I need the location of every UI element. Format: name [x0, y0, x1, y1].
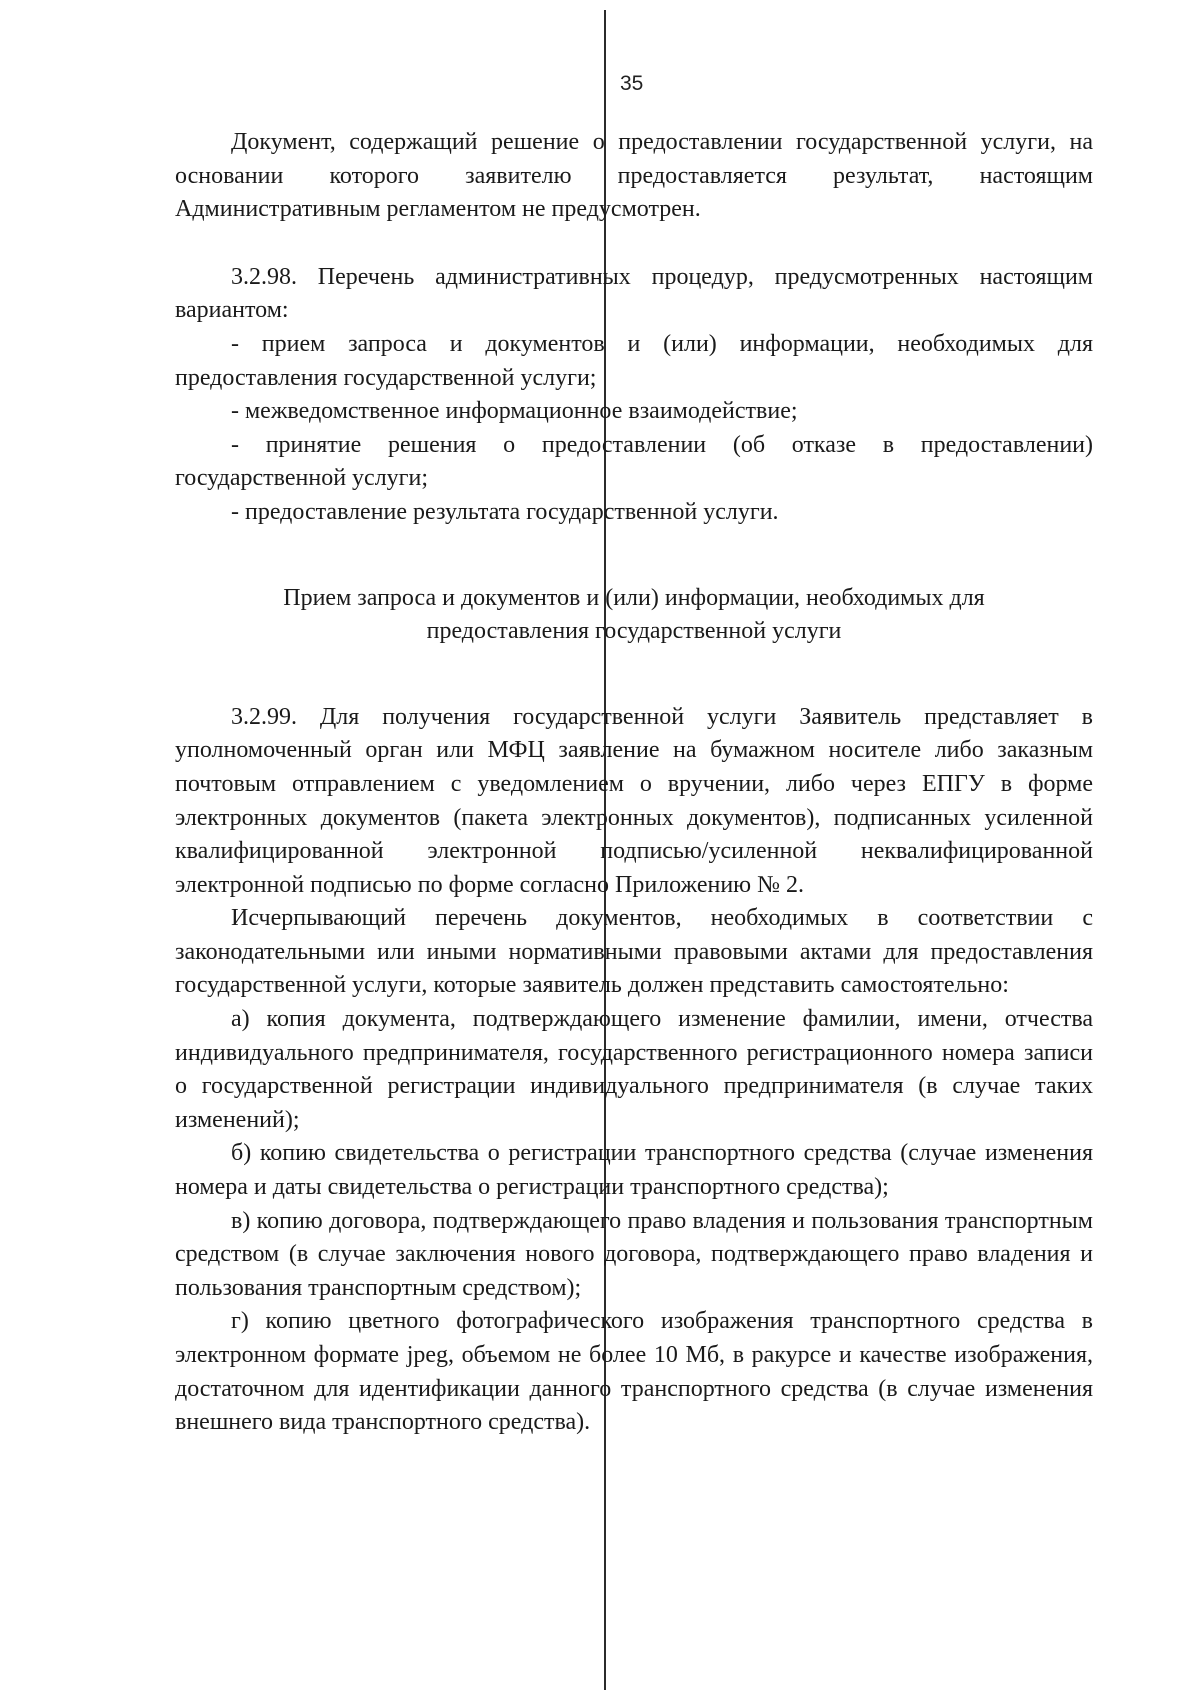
paragraph-3-2-98: 3.2.98. Перечень административных процедур, предусмотренных настоящим вариантом:	[175, 263, 1093, 324]
list-item-procedure-4: - предоставление результата государственной услуги.	[231, 498, 779, 525]
paragraph-decision-document: Документ, содержащий решение о предоставлении государственной услуги, на основании которого заявителю предоставляется результат, настоящим Административным регламентом не предусмотрен.	[175, 129, 1093, 223]
list-item-procedure-2: - межведомственное информационное взаимодействие;	[231, 398, 798, 425]
list-item-a: а) копия документа, подтверждающего изменение фамилии, имени, отчества индивидуального предпринимателя, государственного регистрационного номера записи о государственной регистрации индивидуального предпринимателя (в случае таких изменений);	[175, 1006, 1093, 1133]
list-item-b: б) копию свидетельства о регистрации транспортного средства (случае изменения номера и даты свидетельства о регистрации транспортного средства);	[175, 1140, 1093, 1201]
list-item-procedure-1: - прием запроса и документов и (или) информации, необходимых для предоставления государственной услуги;	[175, 330, 1093, 391]
paragraph-documents-list-intro: Исчерпывающий перечень документов, необходимых в соответствии с законодательными или иными нормативными правовыми актами для предоставления государственной услуги, которые заявитель должен представить самостоятельно:	[175, 905, 1093, 999]
list-item-v: в) копию договора, подтверждающего право владения и пользования транспортным средством (в случае заключения нового договора, подтверждающего право владения и пользования транспортным средством);	[175, 1207, 1093, 1301]
section-heading: Прием запроса и документов и (или) информации, необходимых для предоставления государственной услуги	[283, 584, 985, 645]
list-item-g: г) копию цветного фотографического изображения транспортного средства в электронном формате jpeg, объемом не более 10 Мб, в ракурсе и качестве изображения, достаточном для идентификации данного транспортного средства (в случае изменения внешнего вида транспортного средства).	[175, 1308, 1093, 1436]
paragraph-3-2-99: 3.2.99. Для получения государственной услуги Заявитель представляет в уполномоченный орган или МФЦ заявление на бумажном носителе либо заказным почтовым отправлением с уведомлением о вручении, либо через ЕПГУ в форме электронных документов (пакета электронных документов), подписанных усиленной квалифицированной электронной подписью/усиленной неквалифицированной электронной подписью по форме согласно Приложению № 2.	[175, 703, 1093, 898]
page-number: 35	[620, 72, 644, 95]
list-item-procedure-3: - принятие решения о предоставлении (об отказе в предоставлении) государственной услуги;	[175, 431, 1093, 492]
document-body	[175, 126, 1093, 1440]
